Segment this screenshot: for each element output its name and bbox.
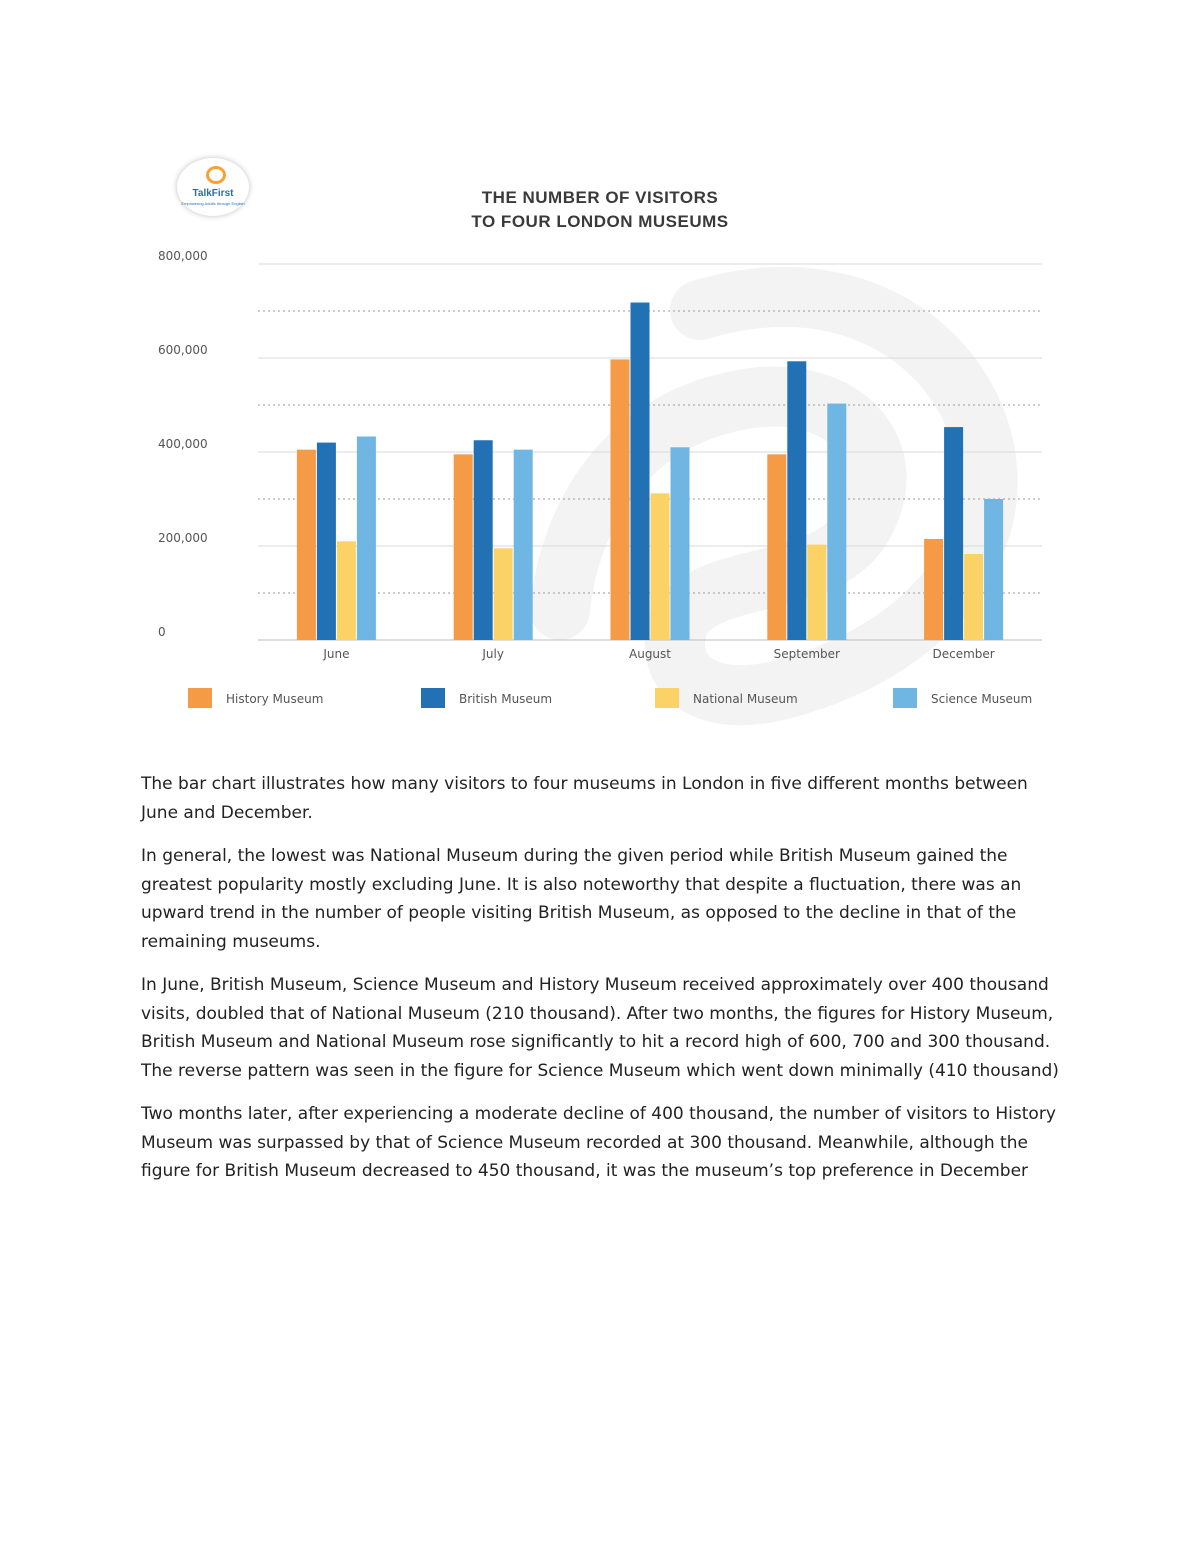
paragraph-detail-1: In June, British Museum, Science Museum and History Museum received approximately over 400 thousand visits, doubled that of National Museum (210 thousand). After two months, the figures for History Museum, British Museum and National Museum rose significantly to hit a record high of 600, 700 and 300 thousand. The reverse pattern was seen in the figure for Science Museum which went down minimally (410 thousand) [141, 975, 1059, 1081]
logo-tagline: Empowering Adults through English [181, 201, 245, 206]
bar-chart [140, 150, 1060, 730]
x-tick-label: December [932, 647, 995, 661]
chart-subtitle: TO FOUR LONDON MUSEUMS [471, 212, 729, 231]
essay-text [141, 770, 1066, 1201]
x-tick-label: June [323, 647, 350, 661]
bar-science-museum-august [671, 447, 690, 640]
paragraph-overview: In general, the lowest was National Museum during the given period while British Museum gained the greatest popularity mostly excluding June. It is also noteworthy that despite a fluctuation, there was an upward trend in the number of people visiting British Museum, as opposed to the decline in that of the remaining museums. [141, 846, 1022, 952]
y-tick-label: 0 [158, 625, 166, 639]
legend-label: Science Museum [931, 692, 1033, 706]
legend-label: British Museum [459, 692, 553, 706]
paragraph-intro: The bar chart illustrates how many visitors to four museums in London in five different months between June and December. [141, 774, 1028, 823]
legend-swatch [655, 688, 679, 708]
x-tick-label: August [629, 647, 671, 661]
bar-science-museum-june [357, 436, 376, 640]
bar-science-museum-july [514, 450, 533, 640]
legend-label: National Museum [693, 692, 798, 706]
bar-british-museum-july [474, 440, 493, 640]
bar-national-museum-june [337, 541, 356, 640]
legend-swatch [893, 688, 917, 708]
x-tick-label: July [482, 647, 504, 661]
bar-science-museum-december [984, 499, 1003, 640]
bar-national-museum-august [651, 493, 670, 640]
bar-science-museum-september [827, 404, 846, 640]
legend-swatch [188, 688, 212, 708]
bar-history-museum-september [767, 454, 786, 640]
paragraph-detail-2: Two months later, after experiencing a moderate decline of 400 thousand, the number of visitors to History Museum was surpassed by that of Science Museum recorded at 300 thousand. Meanwhile, although the figure for British Museum decreased to 450 thousand, it was the museum’s top preference in December [141, 1104, 1056, 1181]
bar-history-museum-august [611, 359, 630, 640]
bar-national-museum-september [807, 545, 826, 640]
bar-history-museum-june [297, 450, 316, 640]
bar-national-museum-july [494, 548, 513, 640]
y-tick-label: 800,000 [158, 249, 208, 263]
bar-national-museum-december [964, 554, 983, 640]
bar-british-museum-december [944, 427, 963, 640]
y-tick-label: 600,000 [158, 343, 208, 357]
logo-name: TalkFirst [192, 188, 234, 199]
bar-history-museum-december [924, 539, 943, 640]
bar-british-museum-september [787, 361, 806, 640]
x-tick-label: September [773, 647, 840, 661]
legend-swatch [421, 688, 445, 708]
chart-figure [140, 150, 1060, 730]
y-tick-label: 200,000 [158, 531, 208, 545]
y-tick-label: 400,000 [158, 437, 208, 451]
legend-label: History Museum [226, 692, 324, 706]
chart-title: THE NUMBER OF VISITORS [481, 188, 719, 207]
bar-history-museum-july [454, 454, 473, 640]
bar-british-museum-august [631, 303, 650, 640]
bar-british-museum-june [317, 443, 336, 640]
